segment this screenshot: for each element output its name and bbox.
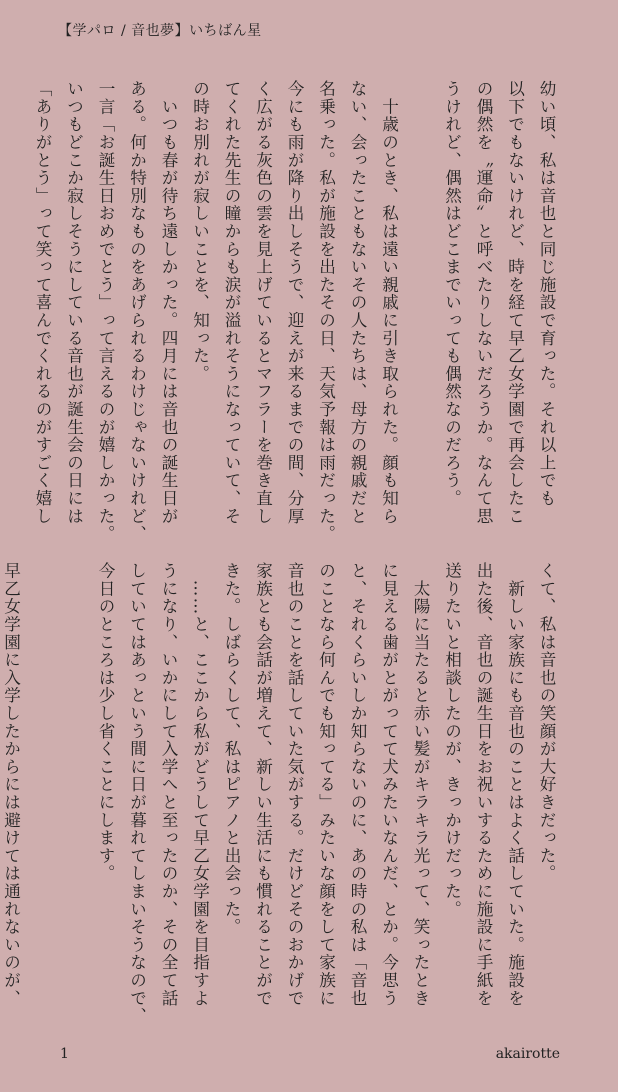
page-number: 1 — [60, 1046, 69, 1062]
vertical-text-block-lower: くて、私は音也の笑顔が大好きだった。 新しい家族にも音也のことはよく話していた。施設を 出た後、音也の誕生日をお祝いするために施設に手紙を 送りたいと相談したのが、きっかけだった。 太陽に当たると赤い髪がキラキラ光って、笑ったとき に見える歯がとがってて犬みたいなんだ、とか。今思う と、それくらいしか知らないのに、あの時の私は「音也 のことなら何んでも知ってる」みたいな顔をして家族に 音也のことを話していた気がする。だけどそのおかげで 家族とも会話が増えて、新しい生活にも慣れることがで きた。しばらくして、私はピアノと出会った。 ……と、ここから私がどうして早乙女学園を目指すよ うになり、いかにして入学へと至ったのか、その全て話 していてはあっという間に日が暮れてしまいそうなので、 今日のところは少し省くことにします。 早乙女学園に入学したからには避けては通れないのが、 — [1, 562, 556, 1025]
vertical-text-block-upper: 幼い頃、私は音也と同じ施設で育った。それ以上でも 以下でもないけれど、時を経て早乙女学園で再会したこ の偶然を〝運命〟と呼べたりしないだろうか。なんて思 うけれど、偶然はどこまでいっても偶然なのだろう。 十歳のとき、私は遠い親戚に引き取られた。顔も知ら ない、会ったこともないその人たちは、母方の親戚だと 名乗った。私が施設を出たその日、天気予報は雨だった。 今にも雨が降り出しそうで、迎えが来るまでの間、分厚 く広がる灰色の雲を見上げているとマフラーを巻き直し てくれた先生の瞳からも涙が溢れそうになっていて、そ の時お別れが寂しいことを、知った。 いつも春が待ち遠しかった。四月には音也の誕生日が ある。何か特別なものをあげられるわけじゃないけれど、 一言「お誕生日おめでとう」って言えるのが嬉しかった。 いつもどこか寂しそうにしている音也が誕生会の日には 「ありがとう」って笑って喜んでくれるのがすごく嬉し — [33, 80, 556, 543]
author-name: akairotte — [495, 1046, 560, 1062]
page-header-title: 【学パロ / 音也夢】いちばん星 — [58, 23, 262, 39]
